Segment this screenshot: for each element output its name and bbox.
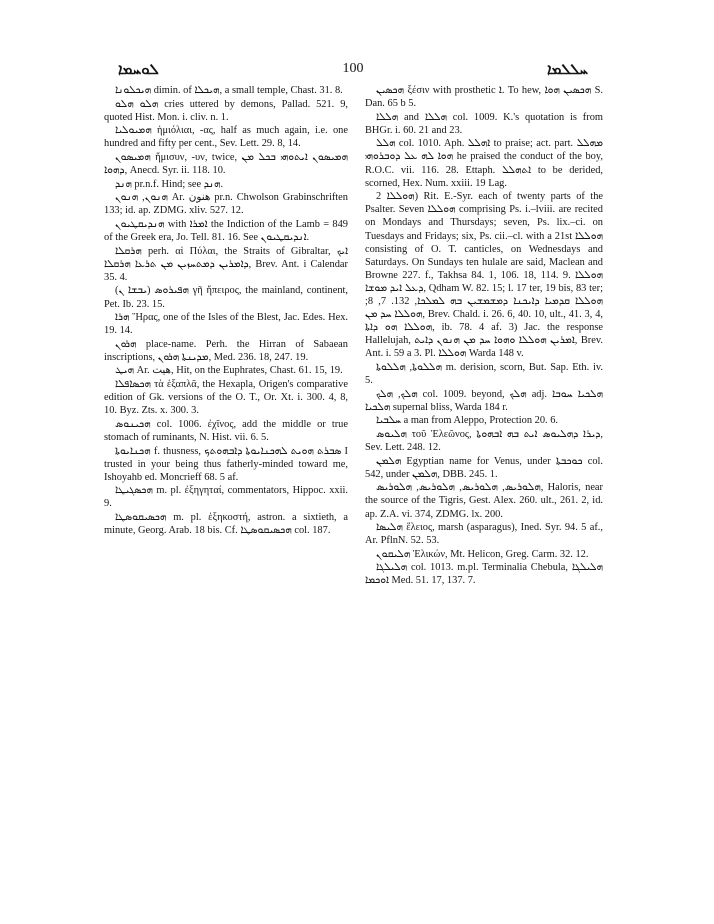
dictionary-entry: ܗܠܟ, ܗܠܟ col. 1009. beyond, ܗܠܟ adj. ܗܠܟܝܐ ܚܘܒܐ ܗܠܟܝܐ supernal bliss, Warda 184 r.	[365, 388, 603, 413]
dictionary-entry: ܗܠܝܘܣ τοῦ Ἐλεῶνος, ܕܝܪܐ ܕܗܠܝܘܣ ܐܝܬ ܒܗ ܐܒܗܘܬܐ, Sev. Lett. 248. 12.	[365, 428, 603, 454]
dictionary-entry: ܗܘܠܠܐ 2) Rit. E.-Syr. each of twenty parts of the Psalter. Seven ܗܘܠܠܐ comprising Ps. i.–lviii. are recited on Mondays and Thursdays; seven, Ps. lix.–ci. on Tuesdays and Fridays; six, Ps. cii.–cl. with a 21st ܗܘܠܠܐ consisting of O. T. canticles, on Wednesdays and Saturdays. On Sundays ten hulale are said, Maclean and Browne 227. f., Takhsa 84. 1, 106. 18, 114. 9. ܗܘܠܠܐ ܕܥܠ ܐܝܕ ܡܘܫܐ, Qdham W. 82. 15; l. 17 ter, 19 bis, 83 ter; ܗܘܠܠܐ ܩܕܡܝܐ ܕܐܝܟܢܐ ܕܡܫܡܫܝܢ ܒܗ ܠܡܠܟܐ, 132. 7, 8; ܗܘܠܠܐ ܚܕ ܡܢ, Brev. Chald. i. 26. 6, 40. 10, ult., 41. 3, 4, ܗܘܠܠܐ ܗܘ ܕܐܬܐ, ib. 78. 4 af. 3) Jac. the response Hallelujah, ܐܡܪܝܢ ܗܘܠܠܐ ܘܗܘܐ ܚܕ ܡܢ ܗܢܘܢ ܕܐܝܬ, Brev. Ant. i. 59 a 3. Pl. ܗܘܠܠܐ Warda 148 v.	[365, 191, 603, 360]
dictionary-entry: ܗܡܝܣܘܢ ἥμισυν, -υν, twice, ܗܡܝܣܘܢ ܐܝܬܘܗܝ ܒܟܠ ܡܢ ܕܗܘܐ, Anecd. Syr. ii. 118. 10.	[104, 151, 349, 177]
dictionary-entry: ܗܠܘ ܗܠܘ cries uttered by demons, Pallad. 521. 9, quoted Hist. Mon. i. cliv. n. 1.	[104, 98, 348, 123]
dictionary-entry: ܗܠܠ col. 1010. Aph. ܐܗܠܠ to praise; act. part. ܡܗܠܠ ܗܘܐ ܠܗ ܥܠ ܕܘܒܪܘܗܝ he praised the conduct of the boy, R.O.C. vii. 116. 28. Ettaph. ܐܬܗܠܠ to be derided, scorned, Hex. Num. xxiii. 19 Lag.	[365, 138, 603, 189]
running-header	[104, 60, 602, 82]
dictionary-entry: ܗܦܝܪܘܣ (ܝܒܫܐ ܢ) γῆ ἤπειρος, the mainland, continent, Pet. Ib. 23. 15.	[104, 285, 348, 310]
dictionary-entry: ܗܡܝܘܠܝܐ ἡμιόλιαι, -ας, half as much again, i.e. one hundred and fifty per cent., Sev. Lett. 29. 8, 14.	[104, 125, 348, 150]
dictionary-entry: ܗܪܩܠܐ perh. αἱ Πύλαι, the Straits of Gibraltar, ܐܝܟ ܕܐܡܪܝܢ ܕܡܬܚܙܝܢ ܡܢ ܬܪܥܐ ܗܪܩܠܐ, Brev. Ant. i Calendar 35. 4.	[104, 245, 348, 283]
right-column	[365, 84, 603, 588]
dictionary-entry: ܗܢܘܢ, ܗܢܘܢ Ar. هنون pr.n. Chwolson Grabinschriften 133; id. ap. ZDMG. xliv. 527. 12.	[104, 192, 348, 217]
header-left-word: ܠܘܚܡܐ	[118, 60, 159, 78]
dictionary-entry: ܗܠܡܢ Egyptian name for Venus, under ܟܘܟܒܬܐ col. 542, under ܗܠܡܢ, DBB. 245. 1.	[365, 455, 604, 480]
dictionary-entry: ܗܟܣܝܢ ξέσιν with prosthetic ܐ. To hew, ܗܟܣܝܢ ܗܘܐ S. Dan. 65 b 5.	[365, 85, 603, 110]
page-number: 100	[342, 61, 364, 76]
dictionary-entry: ܗܪܐ Ἥρας, one of the Isles of the Blest, Jac. Edes. Hex. 19. 14.	[104, 312, 348, 337]
dictionary-entry: ܗܠܘܪܝܣ, ܗܠܘܪܝܣ, ܗܠܘܪܝܣ, ܗܠܘܪܝܣ, Haloris, near the source of the Tigris, Gest. Alex. 260. ult., 261. 2, id. ap. Z.A. vi. 374, ZDMG. lx. 200.	[365, 482, 604, 520]
dictionary-entry: ܗܝܟܠܘܢܐ dimin. of ܗܝܟܠܐ, a small temple, Chast. 31. 8.	[115, 85, 343, 96]
dictionary-entry: ܗܟܣܓܝܛܐ m. pl. ἐξηγηταί, commentators, Hippoc. xxii. 9.	[104, 485, 348, 510]
dictionary-entry: ܗܢܕܝܩܛܝܘܢ with ܐܡܪܐ the Indiction of the Lamb = 849 of the Greek era, Jo. Tell. 81. 16. See ܐܢܕܝܩܛܝܘܢ.	[104, 218, 348, 244]
dictionary-entry: ܗܠܝܠܓܐ col. 1013. m.pl. Terminalia Chebula, ܗܠܝܠܓܐ ܐܘܟܡܐ Med. 51. 17, 137. 7.	[365, 562, 603, 587]
left-column	[104, 84, 348, 538]
dictionary-entry: ܚܠܒܝܐ a man from Aleppo, Protection 20. 6.	[376, 415, 559, 427]
dictionary-entry: ܗܟܢܐܝܘܬܐ f. thusness, ܣܒܪܬ ܗܘܝܬ ܠܗܟܢܐܝܘܬܐ ܕܐܒܗܘܬܟ I trusted in your being thus fatherly-minded toward me, Ishoyahb ed. Moncrieff 68. 5 af.	[104, 445, 348, 483]
dictionary-entry: ܗܟܣܐܦܠܐ τὰ ἑξαπλᾶ, the Hexapla, Origen's comparative edition of Gk. versions of the O. T., Or. Xt. i. 300. 4, 8, 10. Byz. Zts. x. 300. 3.	[104, 379, 348, 417]
dictionary-entry: ܗܠܠܐ and ܗܠܠܐ col. 1009. K.'s quotation is from BHGr. i. 60. 21 and 23.	[365, 111, 603, 136]
dictionary-entry: ܗܪܘܢ place-name. Perh. the Hirran of Sabaean inscriptions, ܡܕܝܢܬܐ ܗܪܘܢ, Med. 236. 18, 247. 19.	[104, 338, 348, 363]
dictionary-entry: ܗܠܠܘܬܐ, ܗܠܠܘܬܐ m. derision, scorn, But. Sap. Eth. iv. 5.	[365, 361, 603, 387]
dictionary-entry: ܗܠܝܩܘܢ Ἑλικών, Mt. Helicon, Greg. Carm. 32. 12.	[376, 548, 589, 560]
dictionary-entry: ܗܝܛ Ar. هيت, Hit, on the Euphrates, Chast. 61. 15, 19.	[115, 365, 343, 377]
dictionary-entry: ܗܢܕ pr.n.f. Hind; see ܗܢܕ.	[115, 178, 224, 190]
dictionary-entry: ܗܟܣܝܩܘܣܛܐ m. pl. ἑξηκοστή, astron. a sixtieth, a minute, Georg. Arab. 18 bis. Cf. ܗܟܣܝܩܘܣܛܐ col. 187.	[104, 512, 348, 537]
header-right-word: ܚܠܠܡܐ	[547, 60, 588, 78]
dictionary-entry: ܗܠܝܣܐ ἕλειος, marsh (asparagus), Ined. Syr. 94. 5 af., Ar. PflnN. 52. 53.	[365, 522, 603, 547]
dictionary-entry: ܗܟܝܢܘܣ col. 1006. ἐχῖνος, add the middle or true stomach of ruminants, N. Hist. vii. 6. 5.	[104, 418, 348, 443]
